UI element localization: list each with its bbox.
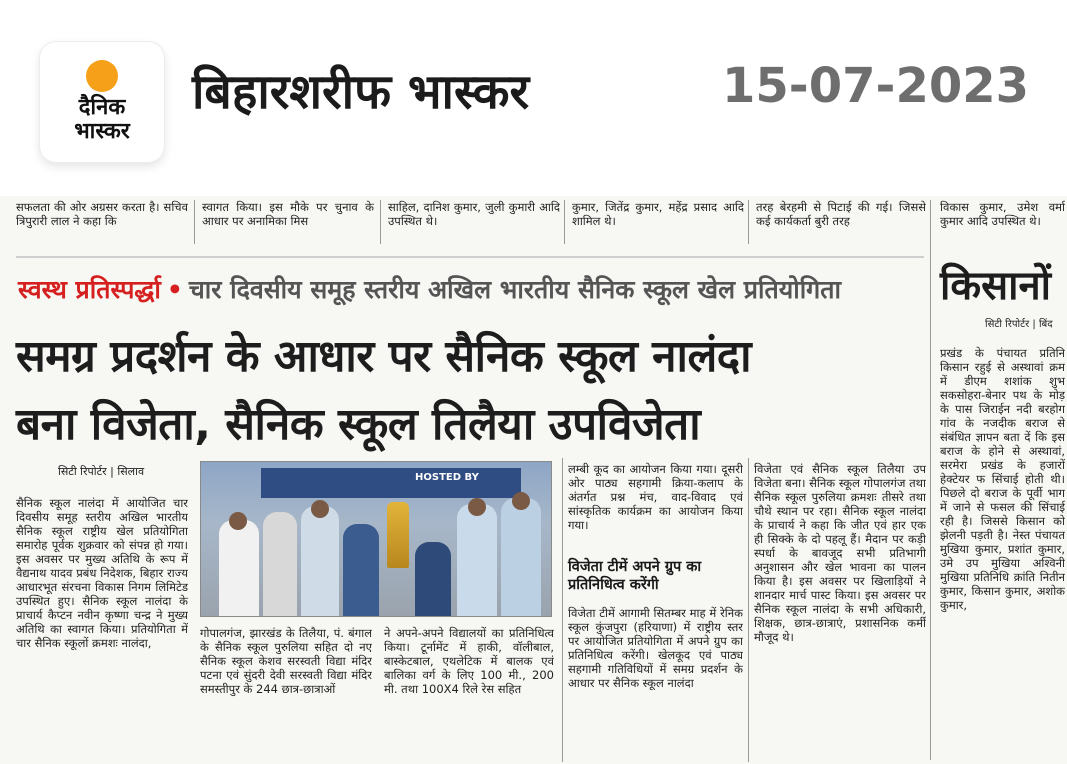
article-column-1: सैनिक स्कूल नालंदा में आयोजित चार दिवसीय समूह स्तरीय अखिल भारतीय सैनिक स्कूल राष्ट्रीय खेल प्रतियोगिता समारोह पूर्वक शुक्रवार को संपन्न हो गया। इस अवसर पर मुख्य अतिथि के रूप में वैद्यनाथ यादव प्रबंध निदेशक, बिहार राज्य आधारभूत संरचना विकास निगम लिमिटेड उपस्थित हुए। सैनिक स्कूल नालंदा के प्राचार्य कैप्टन नवीन कृष्णा चन्द्र ने मुख्य अतिथि का स्वागत किया। प्रतियोगिता में चार सैनिक स्कूलों क्रमशः नालंदा, — [16, 496, 188, 650]
event-photo — [200, 461, 552, 617]
person-figure — [263, 512, 297, 616]
strip-fragment-1: सफलता की ओर अग्रसर करता है। सचिव त्रिपुरारी लाल ने कहा कि — [16, 200, 188, 228]
article-column-4-top: लम्बी कूद का आयोजन किया गया। दूसरी ओर पाठ्य सहगामी क्रिया-कलाप के अंतर्गत प्रश्न मंच, वाद-विवाद एवं सांस्कृतिक कार्यक्रम का आयोजन किया गया। — [568, 462, 743, 532]
column-divider — [748, 458, 749, 762]
newspaper-clipping — [0, 196, 1067, 764]
article-column-2: गोपालगंज, झारखंड के तिलैया, पं. बंगाल के सैनिक स्कूल पुरुलिया सहित दो नए सैनिक स्कूल केशव सरस्वती विद्या मंदिर पटना एवं सुंदरी देवी सरस्वती विद्या मंदिर समस्तीपुर के 244 छात्र-छात्राओं — [200, 626, 372, 696]
person-figure — [219, 520, 259, 616]
column-divider — [380, 200, 381, 244]
article-subheading: विजेता टीमें अपने ग्रुप का प्रतिनिधित्व करेंगी — [568, 559, 702, 593]
section-rule — [16, 256, 924, 258]
column-divider — [562, 458, 563, 762]
kicker-label: स्वस्थ प्रतिस्पर्द्धा — [18, 275, 161, 304]
edition-date: 15-07-2023 — [722, 58, 1030, 114]
article-byline: सिटी रिपोर्टर | सिलाव — [58, 465, 145, 478]
column-divider-tall — [930, 200, 931, 760]
photo-banner-text: HOSTED BY — [415, 472, 479, 483]
column-divider — [194, 200, 195, 244]
person-figure — [343, 524, 379, 616]
kicker-text: चार दिवसीय समूह स्तरीय अखिल भारतीय सैनिक स्कूल खेल प्रतियोगिता — [188, 275, 841, 304]
dainik-bhaskar-logo[interactable] — [40, 42, 164, 162]
article-headline-line-2: बना विजेता, सैनिक स्कूल तिलैया उपविजेता — [16, 399, 701, 450]
article-column-5: विजेता एवं सैनिक स्कूल तिलैया उप विजेता बना। सैनिक स्कूल गोपालगंज तथा सैनिक स्कूल पुरुलिया क्रमशः तीसरे तथा चौथे स्थान पर रहा। सैनिक स्कूल नालंदा के प्राचार्य ने कहा कि जीत एवं हार एक ही सिक्के के दो पहलू हैं। मैदान पर कड़ी स्पर्धा के बावजूद सभी प्रतिभागी अनुशासन और खेल भावना का पालन किया है। इस अवसर पर खिलाड़ियों ने शानदार मार्च पास्ट किया। इस अवसर पर सैनिक स्कूल नालंदा के सभी अधिकारी, शिक्षक, छात्र-छात्राएं, प्रशासनिक कर्मी मौजूद थे। — [754, 462, 926, 644]
side-article-headline: किसानों — [940, 263, 1052, 309]
logo-line-1: दैनिक — [78, 95, 126, 120]
column-divider — [564, 200, 565, 244]
trophy-icon — [387, 502, 409, 568]
sun-icon — [86, 60, 118, 92]
kicker-dot: • — [166, 275, 183, 304]
article-headline-line-1: समग्र प्रदर्शन के आधार पर सैनिक स्कूल नालंदा — [16, 331, 752, 382]
person-head — [468, 498, 486, 516]
person-figure — [457, 504, 497, 616]
person-figure — [301, 506, 339, 616]
strip-fragment-5: तरह बेरहमी से पिटाई की गई। जिससे कई कार्यकर्ता बुरी तरह — [756, 200, 926, 228]
strip-fragment-4: कुमार, जितेंद्र कुमार, महेंद्र प्रसाद आदि शामिल थे। — [572, 200, 744, 228]
strip-fragment-6: विकास कुमार, उमेश वर्मा कुमार आदि उपस्थित थे। — [940, 200, 1065, 228]
photo-banner — [261, 468, 521, 498]
article-column-4-bottom: विजेता टीमें आगामी सितम्बर माह में रेनिक स्कूल कुंजपुरा (हरियाणा) में राष्ट्रीय स्तर पर आयोजित प्रतियोगिता में अपने ग्रुप का प्रतिनिधित्व करेंगी। खेलकूद एवं पाठ्य सहगामी गतिविधियों में समग्र प्रदर्शन के आधार पर सैनिक स्कूल नालंदा — [568, 606, 743, 690]
edition-title: बिहारशरीफ भास्कर — [192, 64, 530, 120]
person-figure — [501, 498, 541, 616]
person-figure — [415, 542, 451, 616]
person-head — [229, 512, 247, 530]
logo-wordmark — [74, 96, 130, 144]
side-article-body: प्रखंड के पंचायत प्रतिनि किसान रहुई से अस्थावां क्रम में डीएम शशांक शुभ सकसोहरा-बेनार पथ के मोड़ के पास जिराईन नदी बरहोग गांव के नजदीक बराज से संबंधित ज्ञापन बता दें कि इस बराज के होने से अस्थावां, सरमेरा प्रखंड के हजारों हेक्टेयर फ सिंचाई होती थी। पिछले दो बराज के पूर्वी भाग में जाने से फसल की सिंचाई रही है। जिससे किसान को झेलनी पड़ती है। नेस्त पंचायत मुखिया कुमार, प्रशांत कुमार, उमे उप मुखिया अश्विनी मुखिया प्रतिनिधि क्रांति नितीन कुमार, किसान कुमार, अशोक कुमार, — [940, 346, 1065, 612]
article-kicker — [18, 272, 841, 306]
article-column-3: ने अपने-अपने विद्यालयों का प्रतिनिधित्व किया। टूर्नामेंट में हाकी, वॉलीबाल, बास्केटबाल, एथलेटिक में बालक एवं बालिका वर्ग के लिए 100 मी., 200 मी. तथा 100X4 रिले रेस सहित — [384, 626, 554, 696]
column-divider — [748, 200, 749, 244]
strip-fragment-3: साहिल, दानिश कुमार, जुली कुमारी आदि उपस्थित थे। — [388, 200, 560, 228]
strip-fragment-2: स्वागत किया। इस मौके पर चुनाव के आधार पर अनामिका मिस — [202, 200, 374, 228]
side-article-byline: सिटी रिपोर्टर | बिंद — [985, 319, 1053, 330]
logo-line-2: भास्कर — [74, 119, 130, 144]
app-header — [0, 0, 1067, 180]
person-head — [311, 500, 329, 518]
person-head — [512, 492, 530, 510]
